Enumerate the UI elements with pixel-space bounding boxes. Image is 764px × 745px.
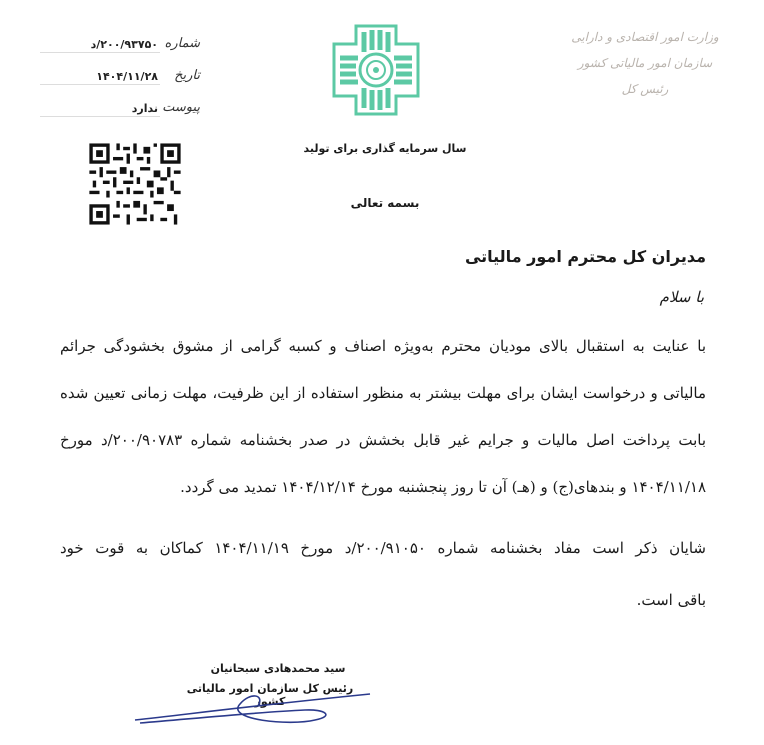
- ministry-header: [540, 30, 750, 96]
- ministry-line: وزارت امور اقتصادی و دارایی: [571, 30, 719, 44]
- year-slogan: سال سرمایه گذاری برای تولید: [303, 142, 467, 155]
- bismillah-heading: بسمه تعالی: [350, 196, 420, 210]
- body-line: ۱۴۰۴/۱۱/۱۸ و بندهای(ج) و (هـ) آن تا روز پنجشنبه مورخ ۱۴۰۴/۱۲/۱۴ تمدید می گردد.: [180, 478, 706, 496]
- body-line: باقی است.: [636, 591, 706, 609]
- signatory-name: سید محمدهادی سبحانیان: [210, 662, 346, 675]
- date-label: تاریخ: [174, 68, 200, 83]
- greeting: با سلام: [659, 288, 704, 306]
- divider: [40, 116, 160, 117]
- body-line: با عنایت به استقبال بالای مودیان محترم به‌ویژه اصناف و کسبه گرامی از مشوق بخشودگی جرائم: [60, 337, 706, 355]
- divider: [40, 84, 160, 85]
- attachment-label: پیوست: [162, 100, 200, 115]
- number-label: شماره: [164, 36, 200, 51]
- date-value: ۱۴۰۴/۱۱/۲۸: [96, 70, 158, 83]
- attachment-row: [40, 100, 200, 120]
- addressee-heading: مدیران کل محترم امور مالیاتی: [464, 247, 706, 266]
- attachment-value: ندارد: [131, 102, 158, 115]
- divider: [40, 52, 160, 53]
- ministry-line: رئیس کل: [621, 82, 669, 96]
- body-line: بابت پرداخت اصل مالیات و جرایم غیر قابل بخشش در صدر بخشنامه شماره ۲۰۰/۹۰۷۸۳/د مورخ: [60, 431, 706, 449]
- qr-code-icon: [86, 140, 184, 228]
- handwritten-signature-icon: [130, 680, 380, 730]
- letter-date-row: [40, 68, 200, 88]
- tax-organization-logo: [326, 22, 426, 118]
- ministry-line: سازمان امور مالیاتی کشور: [577, 56, 713, 70]
- signatory-title: رئیس کل سازمان امور مالیاتی کشور: [186, 682, 354, 708]
- number-value: ۲۰۰/۹۳۷۵۰/د: [90, 38, 158, 51]
- body-line: مالیاتی و درخواست ایشان برای مهلت بیشتر به منظور استفاده از این ظرفیت، مهلت زمانی تعیین شده: [60, 384, 706, 402]
- letter-number-row: [40, 36, 200, 56]
- body-line: شایان ذکر است مفاد بخشنامه شماره ۲۰۰/۹۱۰۵۰/د مورخ ۱۴۰۴/۱۱/۱۹ کماکان به قوت خود: [60, 539, 706, 557]
